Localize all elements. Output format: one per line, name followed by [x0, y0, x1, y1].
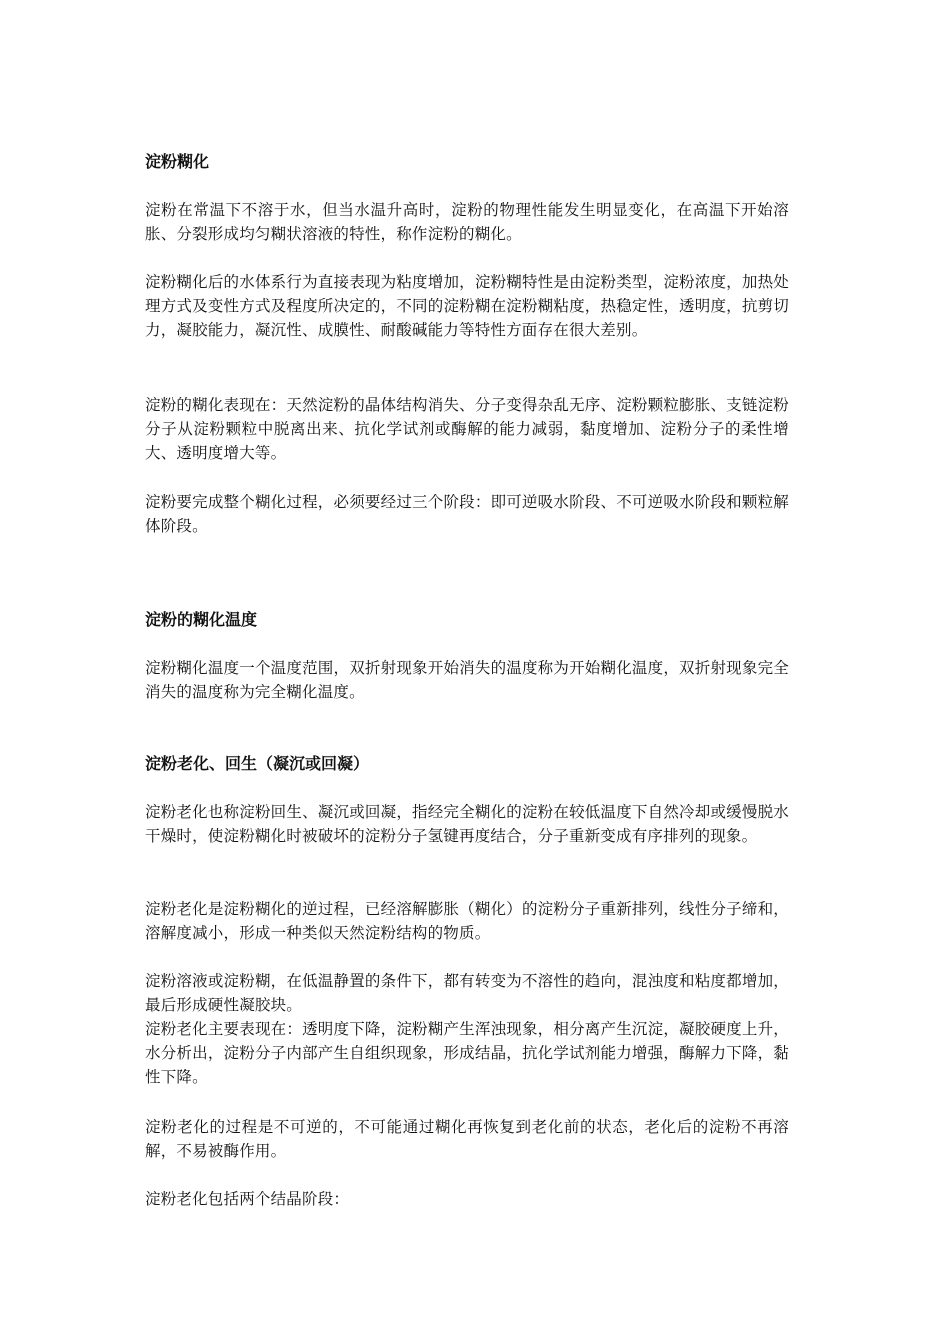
paragraph: 淀粉老化主要表现在：透明度下降，淀粉糊产生浑浊现象，相分离产生沉淀，凝胶硬度上升，水分析出，淀粉分子内部产生自组织现象，形成结晶，抗化学试剂能力增强，酶解力下降，黏性下降。	[145, 1020, 789, 1086]
section-heading-retrogradation: 淀粉老化、回生（凝沉或回凝）	[145, 754, 370, 773]
paragraph: 淀粉的糊化表现在：天然淀粉的晶体结构消失、分子变得杂乱无序、淀粉颗粒膨胀、支链淀粉分子从淀粉颗粒中脱离出来、抗化学试剂或酶解的能力减弱，黏度增加、淀粉分子的柔性增大、透明度增大等。	[145, 396, 789, 462]
paragraph: 淀粉要完成整个糊化过程，必须要经过三个阶段：即可逆吸水阶段、不可逆吸水阶段和颗粒解体阶段。	[145, 493, 789, 535]
paragraph: 淀粉老化也称淀粉回生、凝沉或回凝，指经完全糊化的淀粉在较低温度下自然冷却或缓慢脱水干燥时，使淀粉糊化时被破坏的淀粉分子氢键再度结合，分子重新变成有序排列的现象。	[145, 803, 789, 845]
paragraph: 淀粉老化是淀粉糊化的逆过程，已经溶解膨胀（糊化）的淀粉分子重新排列，线性分子缔和，溶解度减小，形成一种类似天然淀粉结构的物质。	[145, 900, 789, 942]
paragraph: 淀粉老化包括两个结晶阶段：	[145, 1190, 350, 1208]
section-heading-gelatinization: 淀粉糊化	[145, 152, 210, 171]
paragraph: 淀粉糊化后的水体系行为直接表现为粘度增加，淀粉糊特性是由淀粉类型，淀粉浓度，加热处理方式及变性方式及程度所决定的，不同的淀粉糊在淀粉糊粘度，热稳定性，透明度，抗剪切力，凝胶能力，凝沉性、成膜性、耐酸碱能力等特性方面存在很大差别。	[145, 273, 789, 339]
paragraph: 淀粉在常温下不溶于水，但当水温升高时，淀粉的物理性能发生明显变化，在高温下开始溶胀、分裂形成均匀糊状溶液的特性，称作淀粉的糊化。	[145, 201, 789, 243]
paragraph: 淀粉老化的过程是不可逆的，不可能通过糊化再恢复到老化前的状态，老化后的淀粉不再溶解，不易被酶作用。	[145, 1118, 789, 1160]
paragraph: 淀粉溶液或淀粉糊，在低温静置的条件下，都有转变为不溶性的趋向，混浊度和粘度都增加，最后形成硬性凝胶块。	[145, 972, 789, 1014]
paragraph: 淀粉糊化温度一个温度范围，双折射现象开始消失的温度称为开始糊化温度，双折射现象完全消失的温度称为完全糊化温度。	[145, 659, 789, 701]
section-heading-gelatinization-temperature: 淀粉的糊化温度	[145, 610, 258, 629]
